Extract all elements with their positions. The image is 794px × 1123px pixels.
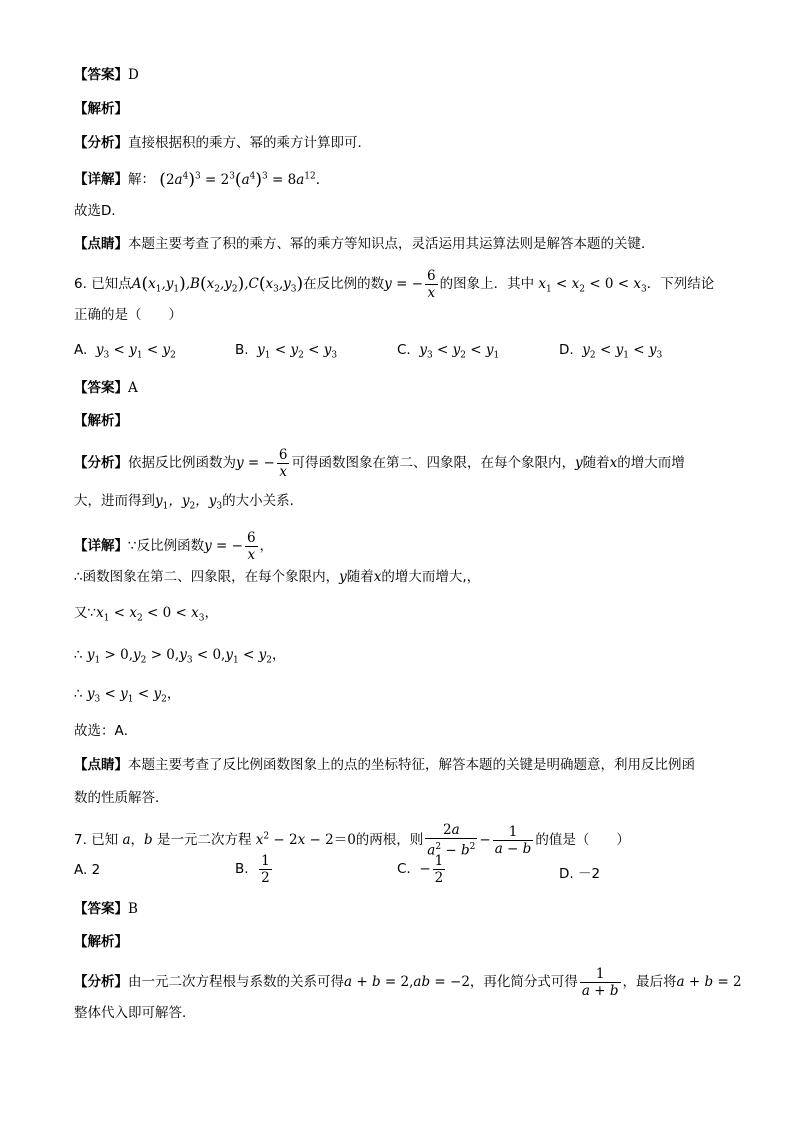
q5-formula: $(2a^4)^3 = 2^3(a^4)^3 = 8a^{12}$．: [159, 169, 330, 190]
q6-stem-line1: 6. 已知点$A(x_1,y_1),B(x_2,y_2),C(x_3,y_3)$在反比例的数y = − $\frac{6}{x}$ 的图象上．其中 $x_1 < x_2 < 0 < x_3$．下列结论: [74, 268, 715, 301]
q6-option-a: A. $y_3 < y_1 < y_2$: [74, 342, 176, 361]
q7-option-b: B. $\frac{1}{2}$: [235, 853, 270, 886]
q7-option-d: D. －2: [559, 866, 601, 882]
q7-analysis-label: 【解析】: [74, 934, 128, 950]
q6-comment-line1: 【点睛】本题主要考查了反比例函数图象上的点的坐标特征，解答本题的关键是明确题意，利用反比例函: [74, 757, 695, 773]
q6-step4: ∴ $y_3 < y_1 < y_2$，: [74, 686, 181, 705]
q6-points: $A(x_1,y_1),B(x_2,y_2),C(x_3,y_3)$: [131, 274, 304, 295]
q7-option-c: C. − $\frac{1}{2}$: [397, 853, 444, 886]
q7-stem: 7. 已知 a，b 是一元二次方程 $x^2 - 2x - 2=0$的两根，则 $\frac{2a}{a^2 - b^2}$ − $\frac{1}{a - b}$ 的值是（ ）: [74, 822, 630, 859]
answer-label: 【答案】: [74, 67, 128, 83]
q6-option-b: B. $y_1 < y_2 < y_3$: [235, 342, 338, 361]
q5-conclusion: 故选D．: [74, 203, 125, 219]
q7-answer-line: 【答案】B: [74, 901, 138, 917]
q5-comment-line: 【点睛】本题主要考查了积的乘方、幂的乘方等知识点，灵活运用其运算法则是解答本题的关键．: [74, 236, 655, 252]
q6-step2: 又$\because x_1 < x_2 < 0 < x_3$，: [74, 605, 218, 624]
q6-function: y = − $\frac{6}{x}$: [384, 268, 436, 301]
q5-answer-line: [74, 65, 139, 85]
q6-analysis-label: 【解析】: [74, 413, 128, 429]
q6-conclusion: 故选：A．: [74, 723, 138, 739]
q6-condition: $x_1 < x_2 < 0 < x_3$: [534, 276, 647, 295]
q6-detail-line: 【详解】∵反比例函数y = − $\frac{6}{x}$ ，: [74, 530, 274, 563]
q5-detail-line: 【详解】解： $(2a^4)^3 = 2^3(a^4)^3 = 8a^{12}$．: [74, 169, 330, 190]
q5-fenxi-line: 【分析】直接根据积的乘方、幂的乘方计算即可．: [74, 135, 371, 151]
q6-option-d: D. $y_2 < y_1 < y_3$: [559, 342, 663, 361]
q6-fenxi-line2: 大，进而得到$y_1$，$y_2$，$y_3$的大小关系．: [74, 493, 304, 512]
q7-fenxi-line1: 【分析】由一元二次方程根与系数的关系可得a + b = 2,ab = −2，再化简分式可得 $\frac{1}{a + b}$ ，最后将a + b = 2: [74, 966, 742, 999]
q6-fenxi-line1: 【分析】依据反比例函数为y = − $\frac{6}{x}$ 可得函数图象在第二、四象限，在每个象限内，y随着x的增大而增: [74, 447, 685, 480]
q6-stem-line2: 正确的是（ ）: [74, 307, 182, 323]
q5-analysis-label: 【解析】: [74, 101, 128, 117]
q6-comment-line2: 数的性质解答．: [74, 790, 169, 806]
q7-fenxi-line2: 整体代入即可解答．: [74, 1005, 196, 1021]
q6-answer-line: 【答案】A: [74, 380, 138, 396]
q5-answer: D: [128, 67, 139, 83]
q7-option-a: A. 2: [74, 862, 101, 878]
q6-option-c: C. $y_3 < y_2 < y_1$: [397, 342, 500, 361]
q6-step3: ∴ $y_1 > 0,y_2 > 0,y_3 < 0,y_1 < y_2$，: [74, 647, 286, 666]
q6-answer: A: [128, 380, 138, 396]
q7-answer: B: [128, 901, 138, 917]
q6-step1: ∴函数图象在第二、四象限，在每个象限内，y随着x的增大而增大,，: [74, 569, 481, 585]
